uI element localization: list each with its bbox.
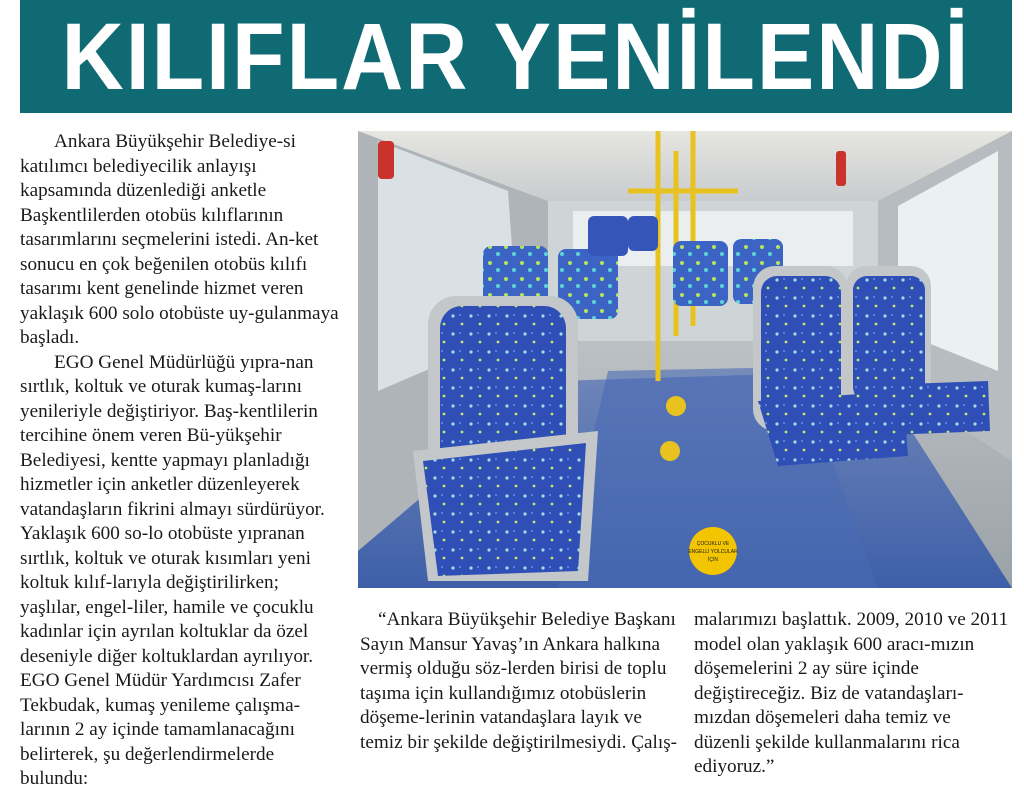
article-column-right: [694, 608, 1012, 780]
article-paragraph: EGO Genel Müdürlüğü yıpra-nan sırtlık, koltuk ve oturak kumaş-larını yenileriyle değiştiriyor. Baş-kentlilerin tercihine önem veren Bü-yükşehir Belediyesi, kentte yapmayı planladığı hizmetler için anketler düzenleyerek vatandaşların fikrini almayı sürdürüyor. Yaklaşık 600 so-lo otobüste yıpranan sırtlık, koltuk ve oturak kısımları yeni koltuk kılıf-larıyla değiştirilirken; yaşlılar, engel-liler, hamile ve çocuklu kadınlar için ayrılan koltuklar da özel deseniyle diğer koltuklardan ayrılıyor. EGO Genel Müdür Yardımcısı Zafer Tekbudak, kumaş yenileme çalışma-larının 2 ay içinde tamamlanacağını belirterek, şu değerlendirmelerde bulundu:: [20, 351, 325, 789]
svg-text:ÇOCUKLU VE: ÇOCUKLU VE: [696, 541, 730, 547]
headline: KILIFLAR YENİLENDİ: [61, 3, 971, 110]
article-column-left: [20, 130, 340, 792]
article-column-middle: [360, 608, 678, 755]
svg-text:ENGELLİ YOLCULAR: ENGELLİ YOLCULAR: [688, 549, 738, 555]
bus-interior-photo: [358, 131, 1012, 588]
headline-banner: [20, 0, 1012, 113]
svg-text:İÇİN: İÇİN: [708, 557, 718, 563]
article-paragraph: Ankara Büyükşehir Belediye-si katılımcı belediyecilik anlayışı kapsamında düzenlediği anketle Başkentlilerden otobüs kılıflarının tasarımlarını seçmelerini istedi. An-ket sonucu en çok beğenilen otobüs kılıfı tasarımı kent genelinde hizmet veren yaklaşık 600 solo otobüste uy-gulanmaya başladı.: [20, 131, 339, 348]
quote-paragraph-continued: malarımızı başlattık. 2009, 2010 ve 2011 model olan yaklaşık 600 aracı-mızın döşemelerini 2 ay süre içinde değiştireceğiz. Biz de vatandaşları-mızdan döşemeleri daha temiz ve düzenli şekilde kullanmalarını rica ediyoruz.”: [694, 609, 1009, 777]
bus-interior-illustration: [358, 131, 1012, 588]
quote-paragraph: “Ankara Büyükşehir Belediye Başkanı Sayın Mansur Yavaş’ın Ankara halkına vermiş olduğu söz-lerden birisi de toplu taşıma için kullandığımız otobüslerin döşeme-lerinin vatandaşlara layık ve temiz bir şekilde değiştirilmesiydi. Çalış-: [360, 609, 678, 753]
